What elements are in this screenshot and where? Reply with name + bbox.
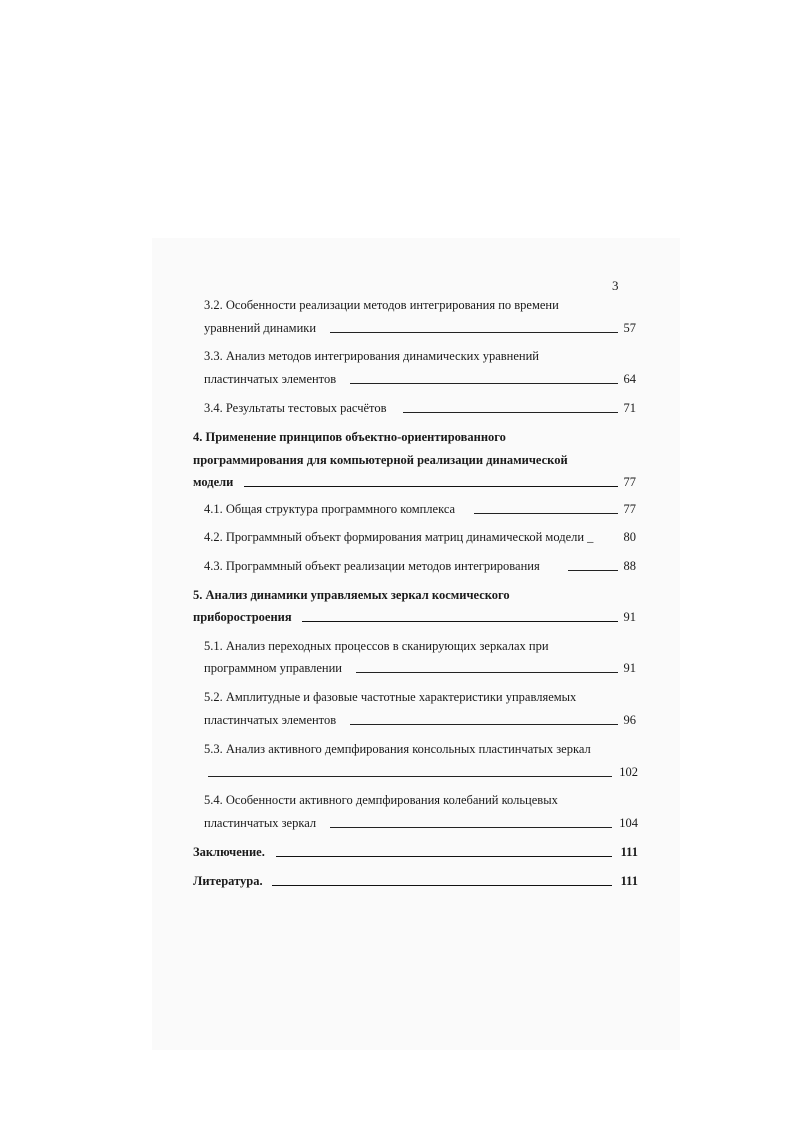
toc-entry-5-3-page: 102: [619, 765, 638, 779]
toc-entry-3-3-title-line1: 3.3. Анализ методов интегрирования динамических уравнений: [204, 349, 539, 363]
toc-conclusion-page: 111: [620, 845, 638, 859]
toc-leader-line: [272, 885, 612, 886]
toc-entry-3-2-title-line1: 3.2. Особенности реализации методов интегрирования по времени: [204, 298, 559, 312]
toc-leader-line: [474, 513, 618, 514]
toc-entry-3-4-page: 71: [623, 401, 636, 415]
toc-leader-line: [356, 672, 618, 673]
toc-chapter-4-title-line2: программирования для компьютерной реализации динамической: [193, 453, 568, 467]
toc-entry-5-4-title-line1: 5.4. Особенности активного демпфирования колебаний кольцевых: [204, 793, 558, 807]
toc-leader-line: [403, 412, 618, 413]
toc-entry-3-3-page: 64: [623, 372, 636, 386]
toc-entry-3-2-page: 57: [623, 321, 636, 335]
toc-entry-4-3-page: 88: [623, 559, 636, 573]
toc-entry-3-2-title-line2: уравнений динамики: [204, 321, 317, 335]
toc-entry-5-1-title-line2: программном управлении: [204, 661, 343, 675]
page-number: 3: [612, 278, 619, 293]
toc-leader-line: [244, 486, 618, 487]
toc-entry-5-4-title-line2: пластинчатых зеркал: [204, 816, 317, 830]
toc-chapter-4-title-line3: модели: [193, 475, 234, 489]
toc-entry-3-4-title: 3.4. Результаты тестовых расчётов: [204, 401, 387, 415]
toc-leader-line: [276, 856, 612, 857]
toc-entry-5-3-title: 5.3. Анализ активного демпфирования консольных пластинчатых зеркал: [204, 742, 591, 756]
toc-entry-5-2-page: 96: [623, 713, 636, 727]
toc-entry-5-1-title-line1: 5.1. Анализ переходных процессов в сканирующих зеркалах при: [204, 639, 549, 653]
toc-chapter-5-title-line1: 5. Анализ динамики управляемых зеркал космического: [193, 588, 510, 602]
toc-entry-5-1-page: 91: [623, 661, 636, 675]
toc-chapter-4-page: 77: [623, 475, 636, 489]
toc-literature-page: 111: [620, 874, 638, 888]
toc-leader-line: [330, 332, 618, 333]
toc-chapter-5-page: 91: [623, 610, 636, 624]
toc-conclusion-title: Заключение.: [193, 845, 265, 859]
toc-entry-5-2-title-line1: 5.2. Амплитудные и фазовые частотные характеристики управляемых: [204, 690, 577, 704]
toc-entry-4-1-page: 77: [623, 502, 636, 516]
toc-entry-4-2-page: 80: [623, 530, 636, 544]
toc-chapter-4-title-line1: 4. Применение принципов объектно-ориентированного: [193, 430, 506, 444]
toc-entry-4-2-title: 4.2. Программный объект формирования матриц динамической модели _: [204, 530, 594, 544]
toc-leader-line: [208, 776, 612, 777]
toc-entry-4-3-title: 4.3. Программный объект реализации методов интегрирования: [204, 559, 540, 573]
toc-leader-line: [350, 383, 618, 384]
toc-entry-3-3-title-line2: пластинчатых элементов: [204, 372, 337, 386]
toc-entry-4-1-title: 4.1. Общая структура программного комплекса: [204, 502, 456, 516]
toc-entry-5-2-title-line2: пластинчатых элементов: [204, 713, 337, 727]
toc-chapter-5-title-line2: приборостроения: [193, 610, 292, 624]
toc-literature-title: Литература.: [193, 874, 263, 888]
toc-entry-5-4-page: 104: [619, 816, 638, 830]
toc-leader-line: [330, 827, 612, 828]
toc-leader-line: [302, 621, 618, 622]
toc-leader-line: [350, 724, 618, 725]
